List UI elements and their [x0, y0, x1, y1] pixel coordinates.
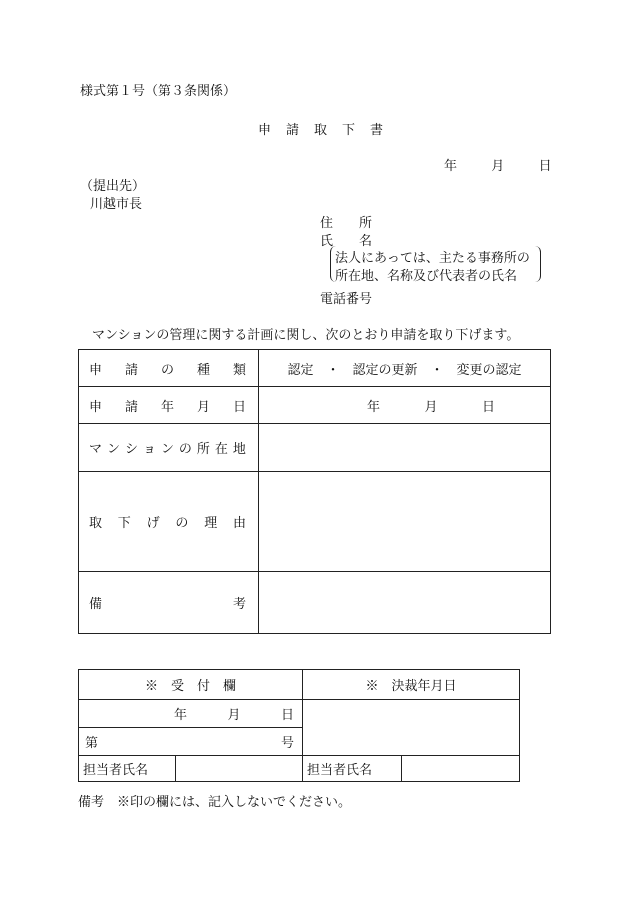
- reception-header: ※ 受 付 欄: [79, 670, 303, 700]
- footnote: 備考 ※印の欄には、記入しないでください。: [78, 795, 352, 810]
- label-location: マ ン シ ョ ン の 所 在 地: [89, 442, 246, 457]
- date-month: 月: [491, 159, 505, 174]
- app-date-day: 日: [481, 399, 495, 415]
- decision-header: ※ 決裁年月日: [303, 670, 520, 700]
- addressee: 川越市長: [90, 197, 143, 212]
- label-kind: 申 請 の 種 類: [89, 362, 246, 378]
- staff-label-left: 担当者氏名: [79, 756, 176, 782]
- number-prefix: 第: [85, 736, 99, 751]
- staff-value-right[interactable]: [402, 756, 520, 782]
- phone-label: 電話番号: [320, 292, 373, 307]
- table-row: [79, 472, 551, 572]
- app-date-year: 年: [367, 399, 381, 415]
- label-date: 申 請 年 月 日: [89, 399, 246, 415]
- label-remarks: 備 考: [89, 597, 246, 612]
- corp-note-line2: 所在地、名称及び代表者の氏名: [335, 269, 518, 284]
- label-cell: [79, 424, 259, 472]
- name-label: 氏 名: [320, 234, 373, 249]
- reception-date-year: 年: [174, 708, 188, 723]
- reception-date-month: 月: [227, 708, 241, 723]
- reason-value-cell[interactable]: [259, 472, 551, 572]
- kind-value-cell[interactable]: [259, 350, 551, 387]
- reception-date-day: 日: [280, 708, 294, 723]
- date-value-cell[interactable]: [259, 387, 551, 424]
- reception-number-cell[interactable]: [79, 728, 303, 756]
- corp-note-bracket-right: [534, 246, 541, 282]
- table-row: [79, 572, 551, 634]
- page-title: 申 請 取 下 書: [258, 123, 385, 138]
- label-cell: [79, 387, 259, 424]
- office-table: [78, 669, 520, 782]
- label-cell: [79, 472, 259, 572]
- intro-text: マンションの管理に関する計画に関し、次のとおり申請を取り下げます。: [92, 328, 520, 343]
- address-label: 住 所: [320, 216, 373, 231]
- table-row: [79, 350, 551, 387]
- remarks-value-cell[interactable]: [259, 572, 551, 634]
- kind-options: 認定 ・ 認定の更新 ・ 変更の認定: [287, 362, 522, 378]
- date-line: [444, 155, 552, 174]
- decision-date-cell[interactable]: [303, 700, 520, 756]
- staff-label-right: 担当者氏名: [303, 756, 402, 782]
- app-date-month: 月: [424, 399, 438, 415]
- date-year: 年: [444, 159, 458, 174]
- label-cell: [79, 572, 259, 634]
- submit-to-label: （提出先）: [80, 179, 146, 194]
- corp-note-line1: 法人にあっては、主たる事務所の: [335, 251, 530, 266]
- location-value-cell[interactable]: [259, 424, 551, 472]
- table-row: [79, 424, 551, 472]
- number-suffix: 号: [280, 736, 294, 751]
- main-table: [78, 349, 551, 634]
- label-reason: 取 下 げ の 理 由: [89, 516, 246, 531]
- staff-value-left[interactable]: [176, 756, 303, 782]
- reception-date-cell[interactable]: [79, 700, 303, 728]
- form-number: 様式第１号（第３条関係）: [80, 84, 237, 99]
- label-cell: [79, 350, 259, 387]
- date-day: 日: [538, 159, 552, 174]
- table-row: [79, 387, 551, 424]
